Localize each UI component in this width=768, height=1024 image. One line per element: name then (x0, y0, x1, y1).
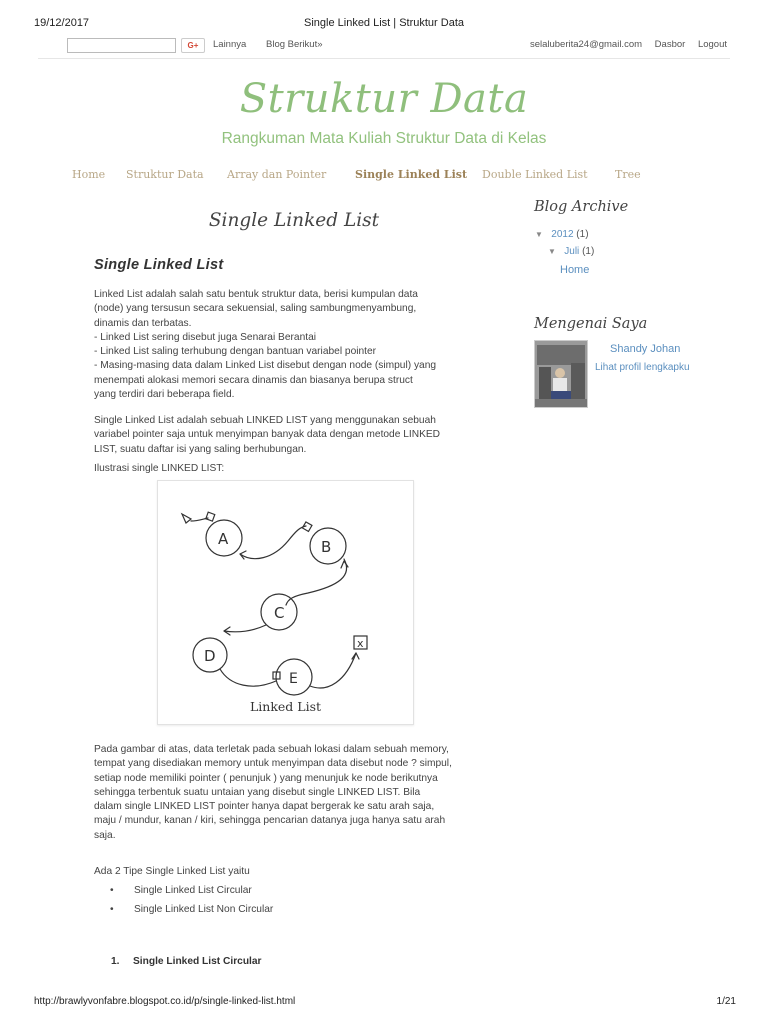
text-line: tempat yang disediakan memory untuk menyimpan data disebut node ? simpul, (94, 758, 452, 770)
text-line: variabel pointer saja untuk menyimpan banyak data dengan metode LINKED (94, 429, 441, 441)
tab-struktur-data[interactable]: Struktur Data (126, 168, 204, 181)
linked-list-figure (157, 480, 414, 725)
node-label-a: A (218, 530, 229, 548)
post-heading: Single Linked List (94, 257, 224, 273)
section-title: Single Linked List Circular (133, 956, 262, 967)
link-d-e (220, 669, 276, 686)
link-e-x (310, 653, 356, 688)
about-heading: Mengenai Saya (534, 316, 648, 332)
page-number: 1/21 (716, 996, 736, 1007)
collapse-triangle-icon[interactable]: ▼ (535, 230, 543, 239)
node-label-b: B (321, 538, 332, 556)
link-b-c (286, 559, 347, 605)
print-footer (0, 996, 768, 1010)
tab-tree[interactable]: Tree (615, 168, 641, 181)
profile-link[interactable]: Lihat profil lengkapku (595, 362, 690, 373)
collapse-triangle-icon[interactable]: ▼ (548, 247, 556, 256)
blog-archive-heading: Blog Archive (534, 199, 629, 215)
node-label-d: D (204, 647, 216, 665)
dashboard-link[interactable]: Dasbor (654, 39, 686, 50)
node-label-e: E (289, 671, 298, 687)
profile-name[interactable]: Shandy Johan (610, 343, 681, 355)
tab-single-linked-list[interactable]: Single Linked List (355, 168, 468, 181)
print-title: Single Linked List | Struktur Data (304, 17, 464, 29)
next-blog-link[interactable]: Blog Berikut» (266, 39, 323, 50)
archive-post-link[interactable]: Home (560, 264, 590, 276)
section-number: 1. (111, 956, 120, 967)
types-intro: Ada 2 Tipe Single Linked List yaitu (94, 866, 250, 877)
search-input[interactable] (67, 38, 176, 53)
paragraph-intro (94, 288, 496, 402)
text-line: maju / mundur, kanan / kiri, sehingga pencarian datanya juga hanya satu arah (94, 815, 446, 827)
tab-double-linked-list[interactable]: Double Linked List (482, 168, 588, 181)
post-title: Single Linked List (208, 210, 380, 231)
blog-title[interactable]: Struktur Data (239, 76, 529, 122)
figure-caption: Linked List (249, 699, 322, 714)
header-divider (38, 58, 730, 59)
text-line: LIST, suatu daftar isi yang saling berhubungan. (94, 443, 307, 455)
bullet-icon: • (110, 904, 114, 915)
text-line: - Masing-masing data dalam Linked List disebut dengan node (simpul) yang (94, 360, 437, 372)
link-c-d (224, 625, 266, 632)
archive-month-count: (1) (582, 246, 595, 257)
logout-link[interactable]: Logout (697, 39, 727, 50)
text-line: dinamis dan terbatas. (94, 317, 192, 329)
page-tabs (72, 168, 672, 184)
illustration-label: Ilustrasi single LINKED LIST: (94, 463, 225, 474)
text-line: - Linked List saling terhubung dengan bantuan variabel pointer (94, 346, 377, 358)
paragraph-definition (94, 414, 496, 457)
tab-home[interactable]: Home (72, 168, 106, 181)
more-link[interactable]: Lainnya (213, 39, 247, 50)
profile-photo (535, 341, 587, 407)
bullet-icon: • (110, 885, 114, 896)
list-item-text: Single Linked List Non Circular (134, 904, 274, 915)
blog-description: Rangkuman Mata Kuliah Struktur Data di Kelas (221, 130, 547, 147)
archive-month[interactable] (548, 246, 594, 257)
linked-list-diagram (158, 481, 413, 724)
text-line: (node) yang tersusun secara sekuensial, saling sambungmenyambung, (94, 303, 417, 315)
link-a-b (240, 526, 306, 559)
null-terminal-label: x (357, 637, 364, 650)
text-line: yang terdiri dari beberapa field. (94, 389, 235, 401)
archive-year-link[interactable]: 2012 (551, 229, 574, 240)
avatar[interactable] (534, 340, 588, 408)
arrow-into-a (240, 551, 246, 559)
paragraph-explanation (94, 743, 496, 843)
print-date: 19/12/2017 (34, 17, 90, 29)
text-line: sehingga terbentuk suatu untaian yang disebut single LINKED LIST. Bila (94, 786, 421, 798)
text-line: dalam single LINKED LIST pointer hanya dapat bergerak ke satu arah saja, (94, 801, 435, 813)
node-label-c: C (274, 604, 285, 622)
google-plus-button[interactable]: G+ (181, 38, 205, 53)
page-url: http://brawlyvonfabre.blogspot.co.id/p/single-linked-list.html (34, 996, 296, 1007)
head-arrow (182, 514, 191, 523)
archive-year-count: (1) (576, 229, 589, 240)
blogger-navbar (38, 37, 730, 55)
account-email: selaluberita24@gmail.com (529, 39, 643, 50)
head-pointer-box (206, 512, 215, 521)
text-line: Single Linked List adalah sebuah LINKED LIST yang menggunakan sebuah (94, 415, 436, 426)
text-line: - Linked List sering disebut juga Senarai Berantai (94, 331, 316, 343)
archive-month-link[interactable]: Juli (564, 246, 580, 257)
account-links (520, 39, 727, 50)
archive-year[interactable] (535, 229, 589, 240)
print-header (0, 17, 768, 31)
list-item-text: Single Linked List Circular (134, 885, 252, 896)
text-line: menempati alokasi memori secara dinamis dan biasanya berupa struct (94, 374, 413, 386)
tab-array-dan-pointer[interactable]: Array dan Pointer (227, 168, 327, 181)
text-line: Linked List adalah salah satu bentuk struktur data, berisi kumpulan data (94, 289, 418, 300)
text-line: saja. (94, 829, 116, 841)
text-line: setiap node memiliki pointer ( penunjuk ) yang menunjuk ke node berikutnya (94, 772, 438, 784)
text-line: Pada gambar di atas, data terletak pada sebuah lokasi dalam sebuah memory, (94, 744, 449, 755)
